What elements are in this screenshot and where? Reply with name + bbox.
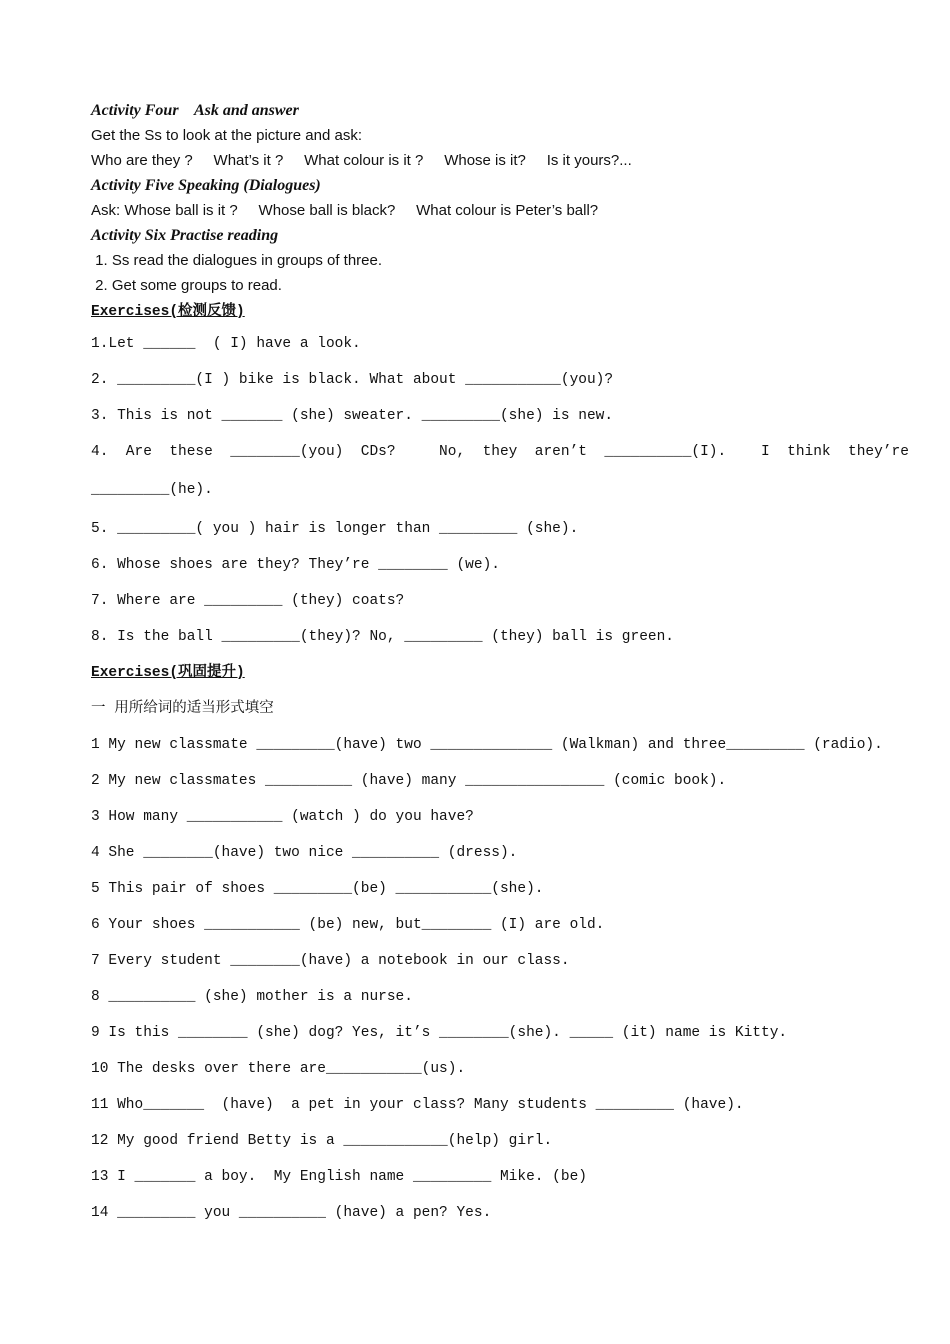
worksheet-page bbox=[91, 98, 909, 1231]
exercise-item: 12 My good friend Betty is a ____________(help) girl. bbox=[91, 1133, 553, 1149]
exercise-item: 2 My new classmates __________ (have) many ________________ (comic book). bbox=[91, 773, 727, 789]
exercises-feedback-heading: Exercises(检测反馈) bbox=[91, 304, 245, 320]
exercise-item: 8. Is the ball _________(they)? No, _________ (they) ball is green. bbox=[91, 629, 674, 645]
activity-six-heading: Activity Six Practise reading bbox=[91, 227, 279, 244]
exercise-item: 4 She ________(have) two nice __________ (dress). bbox=[91, 845, 518, 861]
exercise-item: 2. _________(I ) bike is black. What about ___________(you)? bbox=[91, 372, 614, 388]
exercise-item: 7. Where are _________ (they) coats? bbox=[91, 593, 405, 609]
activity-four-questions: Who are they ? What’s it ? What colour is it ? Whose is it? Is it yours?... bbox=[91, 152, 632, 169]
exercise-item: 6. Whose shoes are they? They’re ________ (we). bbox=[91, 557, 500, 573]
exercise-item: 7 Every student ________(have) a notebook in our class. bbox=[91, 953, 570, 969]
exercise-item: 4. Are these ________(you) CDs? No, they aren’t __________(I). I think they’re bbox=[91, 444, 909, 460]
activity-four-heading: Activity Four Ask and answer bbox=[91, 102, 299, 119]
activity-five-heading: Activity Five Speaking (Dialogues) bbox=[91, 177, 321, 194]
activity-six-step-2: 2. Get some groups to read. bbox=[91, 277, 282, 294]
exercise-item: 10 The desks over there are___________(us). bbox=[91, 1061, 466, 1077]
exercises-consolidation-heading: Exercises(巩固提升) bbox=[91, 665, 245, 681]
exercise-item: 11 Who_______ (have) a pet in your class? Many students _________ (have). bbox=[91, 1097, 744, 1113]
exercise-instruction: 一 用所给词的适当形式填空 bbox=[91, 701, 274, 717]
exercise-item: 5. _________( you ) hair is longer than _________ (she). bbox=[91, 521, 579, 537]
activity-five-questions: Ask: Whose ball is it ? Whose ball is black? What colour is Peter’s ball? bbox=[91, 202, 599, 219]
activity-four-instruction: Get the Ss to look at the picture and ask: bbox=[91, 127, 362, 144]
activity-six-step-1: 1. Ss read the dialogues in groups of three. bbox=[91, 252, 383, 269]
exercise-item: 3 How many ___________ (watch ) do you have? bbox=[91, 809, 474, 825]
exercise-item: 5 This pair of shoes _________(be) ___________(she). bbox=[91, 881, 544, 897]
exercise-item: 3. This is not _______ (she) sweater. _________(she) is new. bbox=[91, 408, 614, 424]
exercise-item: 13 I _______ a boy. My English name _________ Mike. (be) bbox=[91, 1169, 587, 1185]
exercise-item: 8 __________ (she) mother is a nurse. bbox=[91, 989, 413, 1005]
exercise-item-continuation: _________(he). bbox=[91, 482, 213, 498]
exercise-item: 9 Is this ________ (she) dog? Yes, it’s ________(she). _____ (it) name is Kitty. bbox=[91, 1025, 788, 1041]
exercise-item: 1 My new classmate _________(have) two ______________ (Walkman) and three_________ (radio). bbox=[91, 737, 883, 753]
exercise-item: 1.Let ______ ( I) have a look. bbox=[91, 336, 361, 352]
exercise-item: 6 Your shoes ___________ (be) new, but________ (I) are old. bbox=[91, 917, 605, 933]
exercise-item: 14 _________ you __________ (have) a pen? Yes. bbox=[91, 1205, 492, 1221]
